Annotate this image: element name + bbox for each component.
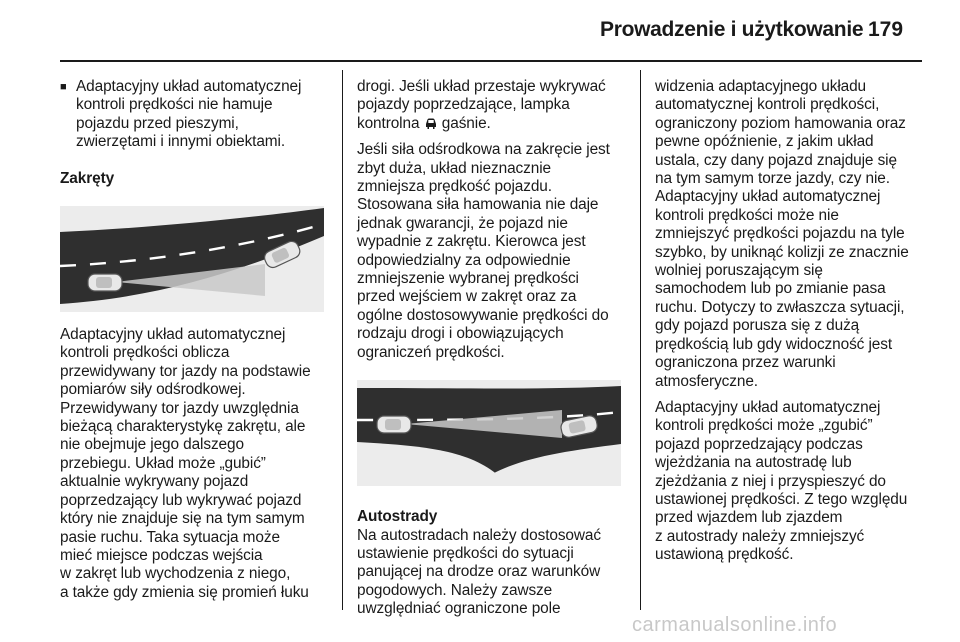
text-line: Adaptacyjny układ automatycznej [655, 398, 881, 416]
text-line: odpowiedzialny za odpowiednie [357, 251, 571, 269]
text-line: zmniejszenie wybranej prędkości [357, 270, 579, 288]
text-line: ustala, czy dany pojazd znajduje się [655, 151, 897, 169]
text-line: pasie ruchu. Taka sytuacja może [60, 528, 280, 546]
text-line: ruchu. Dotyczy to zwłaszcza sytuacji, [655, 298, 905, 316]
text-line: mieć miejsce podczas wejścia [60, 546, 263, 564]
text-line: automatycznej kontroli prędkości, [655, 96, 880, 114]
column-divider [342, 70, 343, 610]
text-line: ograniczeń prędkości. [357, 343, 505, 361]
curve-road-illustration [60, 206, 324, 312]
text-line: pojazdu przed pieszymi, [76, 114, 239, 132]
text-line: poprzedzający lub wykrywać pojazd [60, 491, 302, 509]
text-line: pewne opóźnienie, z jakim układ [655, 133, 874, 151]
watermark: carmanualsonline.info [632, 614, 838, 636]
text-line: kontroli prędkości oblicza [60, 344, 230, 362]
text-line: Jeśli siła odśrodkowa na zakręcie jest [357, 141, 610, 159]
text-line: jednak gwarancji, że pojazd nie [357, 214, 568, 232]
text-line: kontroli prędkości może nie [655, 206, 839, 224]
text-line: przewidywany tor jazdy na podstawie [60, 362, 311, 380]
text-line: Stosowana siła hamowania nie daje [357, 196, 599, 214]
text-line: ograniczona przez warunki [655, 354, 836, 372]
section-heading-curves: Zakręty [60, 169, 115, 187]
text-line: ustawienie prędkości do sytuacji [357, 544, 574, 562]
text-line: Adaptacyjny układ automatycznej [60, 326, 286, 344]
text-line: przed wjazdem lub zjazdem [655, 509, 843, 527]
text-line: Adaptacyjny układ automatycznej [76, 78, 302, 95]
text-line: gdy pojazd porusza się z dużą [655, 317, 860, 335]
column-2 [357, 78, 629, 619]
text-line: wolniej poruszającym się [655, 262, 823, 280]
text-line: przebiegu. Układ może „gubić” [60, 454, 266, 472]
text-line: uwzględniać ograniczone pole [357, 600, 561, 618]
text-line: zbyt duża, układ nieznacznie [357, 159, 551, 177]
text-line: w zakręt lub wychodzenia z niego, [60, 565, 291, 583]
text-line: Adaptacyjny układ automatycznej [655, 188, 881, 206]
text-line: widzenia adaptacyjnego układu [655, 78, 867, 95]
text-line: ograniczony poziom hamowania oraz [655, 114, 906, 132]
text-line: pogodowych. Należy zawsze [357, 581, 553, 599]
text-line: rodzaju drogi i obowiązujących [357, 325, 564, 343]
bullet-note [60, 78, 330, 152]
text-line: pojazd poprzedzający podczas [655, 435, 863, 453]
section-heading-motorways: Autostrady [357, 508, 438, 526]
text-line: pojazdy poprzedzające, lampka [357, 96, 570, 114]
text-line: Przewidywany tor jazdy uwzględnia [60, 399, 299, 417]
text-line: który nie znajduje się na tym samym [60, 510, 305, 528]
text-line: atmosferyczne. [655, 372, 758, 390]
text-fragment: gaśnie. [441, 114, 491, 132]
text-line: prędkością lub gdy widoczność jest [655, 335, 892, 353]
page-number: 179 [868, 18, 904, 41]
text-line: a także gdy zmienia się promień łuku [60, 583, 309, 601]
column-divider [640, 70, 641, 610]
text-line: zmniejszyć prędkości pojazdu na tyle [655, 225, 905, 243]
text-line: ustawionej prędkości. Z tego względu [655, 490, 908, 508]
column-1 [60, 78, 330, 602]
text-line: z autostrady należy zmniejszyć [655, 527, 865, 545]
text-line: samochodem lub po zmianie pasa [655, 280, 886, 298]
text-line: panującej na drodze oraz warunków [357, 563, 601, 581]
text-line: przed wejściem w zakręt oraz za [357, 288, 577, 306]
text-line: zmniejsza prędkość pojazdu. [357, 178, 552, 196]
text-line: ogólne dostosowywanie prędkości do [357, 306, 609, 324]
text-line: wypadnie z zakrętu. Kierowca jest [357, 233, 586, 251]
text-fragment: kontrolna [357, 114, 420, 132]
text-line: drogi. Jeśli układ przestaje wykrywać [357, 78, 606, 95]
column-3 [655, 78, 927, 565]
header-divider [60, 60, 922, 62]
text-line: wjeżdżania na autostradę lub [655, 454, 852, 472]
curve-road-illustration [357, 380, 621, 486]
text-line: kontroli prędkości może „zgubić” [655, 417, 873, 435]
text-line: zwierzętami i innymi obiektami. [76, 133, 286, 151]
text-line: zjeżdżania z niej i przyspieszyć do [655, 472, 886, 490]
text-line: kontroli prędkości nie hamuje [76, 96, 273, 114]
text-line: aktualnie wykrywany pojazd [60, 473, 249, 491]
text-line: bieżącą charakterystykę zakrętu, ale [60, 418, 306, 436]
text-line: nie obejmuje jego dalszego [60, 436, 244, 454]
text-line: szybko, by uniknąć kolizji ze znacznie [655, 243, 909, 261]
text-line: ustawioną prędkość. [655, 546, 794, 564]
text-line: pomiarów siły odśrodkowej. [60, 381, 246, 399]
text-line: na tym samym torze jazdy, czy nie. [655, 170, 890, 188]
text-line: Na autostradach należy dostosować [357, 526, 601, 544]
page-header-title: Prowadzenie i użytkowanie [600, 18, 864, 41]
bullet-icon: ■ [60, 81, 67, 93]
car-warning-icon [424, 117, 438, 130]
text-line-with-icon [357, 115, 629, 133]
